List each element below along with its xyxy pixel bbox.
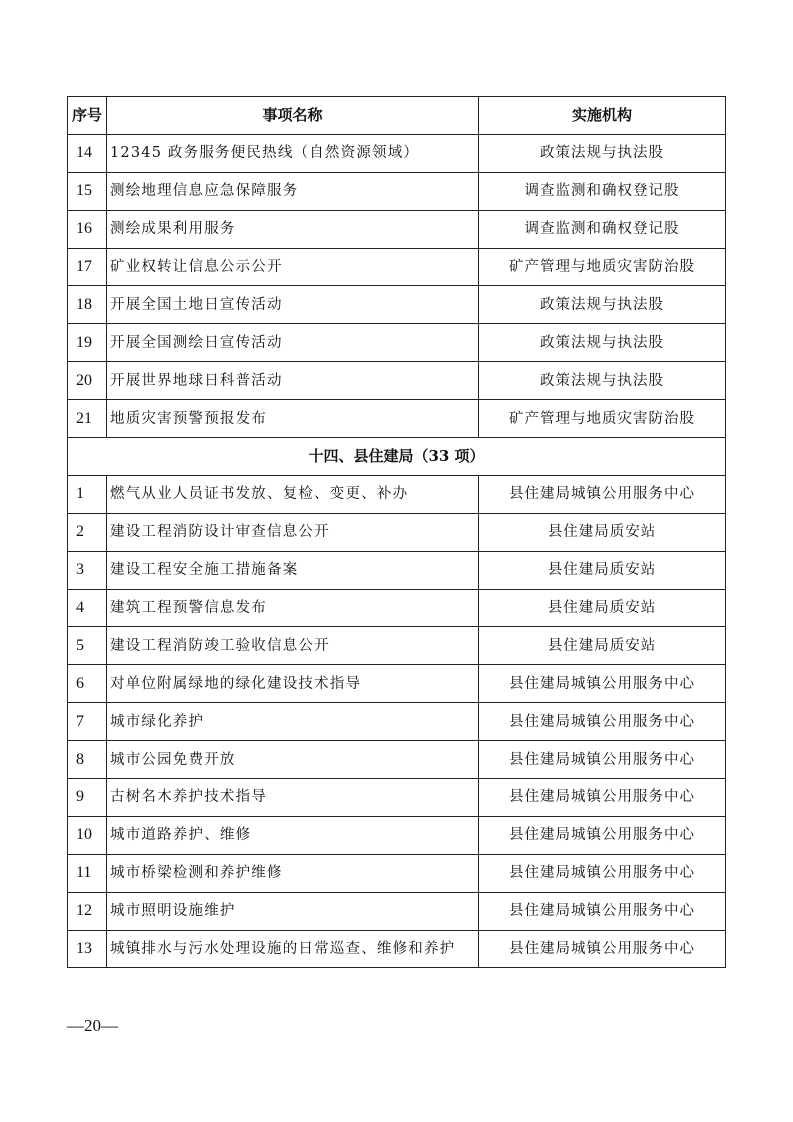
row-index: 14 <box>68 134 107 172</box>
row-index: 5 <box>68 627 107 665</box>
table-row <box>68 627 726 665</box>
row-organization: 调查监测和确权登记股 <box>479 210 726 248</box>
table-row <box>68 741 726 779</box>
row-organization: 县住建局城镇公用服务中心 <box>479 854 726 892</box>
row-item-name: 城市绿化养护 <box>107 703 479 741</box>
row-organization: 县住建局城镇公用服务中心 <box>479 741 726 779</box>
row-item-name: 建筑工程预警信息发布 <box>107 589 479 627</box>
row-item-name: 12345 政务服务便民热线（自然资源领域） <box>107 134 479 172</box>
row-item-name: 城市公园免费开放 <box>107 741 479 779</box>
table-row <box>68 172 726 210</box>
row-item-name: 开展全国测绘日宣传活动 <box>107 324 479 362</box>
table-row <box>68 665 726 703</box>
section-title: 十四、县住建局（33 项） <box>68 438 726 476</box>
row-index: 6 <box>68 665 107 703</box>
row-item-name: 测绘成果利用服务 <box>107 210 479 248</box>
row-item-name: 古树名木养护技术指导 <box>107 779 479 817</box>
row-index: 13 <box>68 930 107 968</box>
row-organization: 调查监测和确权登记股 <box>479 172 726 210</box>
table-body-bottom <box>68 475 726 968</box>
row-organization: 政策法规与执法股 <box>479 286 726 324</box>
table-row <box>68 551 726 589</box>
header-organization: 实施机构 <box>479 97 726 135</box>
row-index: 18 <box>68 286 107 324</box>
row-item-name: 开展世界地球日科普活动 <box>107 362 479 400</box>
row-item-name: 矿业权转让信息公示公开 <box>107 248 479 286</box>
row-organization: 政策法规与执法股 <box>479 134 726 172</box>
row-index: 4 <box>68 589 107 627</box>
table-row <box>68 134 726 172</box>
row-organization: 县住建局城镇公用服务中心 <box>479 816 726 854</box>
row-item-name: 城市桥梁检测和养护维修 <box>107 854 479 892</box>
row-index: 7 <box>68 703 107 741</box>
row-index: 20 <box>68 362 107 400</box>
table-row <box>68 930 726 968</box>
table-row <box>68 362 726 400</box>
row-item-name: 地质灾害预警预报发布 <box>107 400 479 438</box>
section-block <box>68 438 726 476</box>
row-index: 10 <box>68 816 107 854</box>
row-item-name: 对单位附属绿地的绿化建设技术指导 <box>107 665 479 703</box>
row-organization: 矿产管理与地质灾害防治股 <box>479 400 726 438</box>
row-organization: 政策法规与执法股 <box>479 324 726 362</box>
table-row <box>68 892 726 930</box>
table-row <box>68 816 726 854</box>
table-row <box>68 324 726 362</box>
row-item-name: 建设工程消防竣工验收信息公开 <box>107 627 479 665</box>
row-index: 11 <box>68 854 107 892</box>
row-item-name: 燃气从业人员证书发放、复检、变更、补办 <box>107 475 479 513</box>
row-index: 3 <box>68 551 107 589</box>
row-organization: 县住建局城镇公用服务中心 <box>479 930 726 968</box>
row-index: 17 <box>68 248 107 286</box>
row-index: 19 <box>68 324 107 362</box>
row-organization: 政策法规与执法股 <box>479 362 726 400</box>
table-row <box>68 210 726 248</box>
page-number: —20— <box>67 1016 118 1035</box>
row-index: 15 <box>68 172 107 210</box>
table-row <box>68 513 726 551</box>
row-organization: 县住建局城镇公用服务中心 <box>479 703 726 741</box>
table-row <box>68 854 726 892</box>
service-items-table <box>67 96 726 968</box>
row-item-name: 测绘地理信息应急保障服务 <box>107 172 479 210</box>
header-index: 序号 <box>68 97 107 135</box>
row-index: 21 <box>68 400 107 438</box>
table-row <box>68 475 726 513</box>
table-row <box>68 248 726 286</box>
row-organization: 县住建局质安站 <box>479 627 726 665</box>
row-organization: 矿产管理与地质灾害防治股 <box>479 248 726 286</box>
row-item-name: 城镇排水与污水处理设施的日常巡查、维修和养护 <box>107 930 479 968</box>
row-item-name: 开展全国土地日宣传活动 <box>107 286 479 324</box>
row-organization: 县住建局城镇公用服务中心 <box>479 665 726 703</box>
row-organization: 县住建局城镇公用服务中心 <box>479 892 726 930</box>
row-organization: 县住建局城镇公用服务中心 <box>479 779 726 817</box>
table-row <box>68 779 726 817</box>
row-organization: 县住建局质安站 <box>479 551 726 589</box>
header-item-name: 事项名称 <box>107 97 479 135</box>
row-item-name: 城市道路养护、维修 <box>107 816 479 854</box>
row-item-name: 城市照明设施维护 <box>107 892 479 930</box>
row-index: 1 <box>68 475 107 513</box>
section-row <box>68 438 726 476</box>
table-body-top <box>68 134 726 437</box>
row-item-name: 建设工程消防设计审查信息公开 <box>107 513 479 551</box>
table-header-row <box>68 97 726 135</box>
row-organization: 县住建局城镇公用服务中心 <box>479 475 726 513</box>
table-row <box>68 589 726 627</box>
table-row <box>68 286 726 324</box>
row-index: 16 <box>68 210 107 248</box>
row-item-name: 建设工程安全施工措施备案 <box>107 551 479 589</box>
row-organization: 县住建局质安站 <box>479 513 726 551</box>
table-row <box>68 400 726 438</box>
row-organization: 县住建局质安站 <box>479 589 726 627</box>
row-index: 2 <box>68 513 107 551</box>
table-row <box>68 703 726 741</box>
row-index: 12 <box>68 892 107 930</box>
row-index: 8 <box>68 741 107 779</box>
row-index: 9 <box>68 779 107 817</box>
